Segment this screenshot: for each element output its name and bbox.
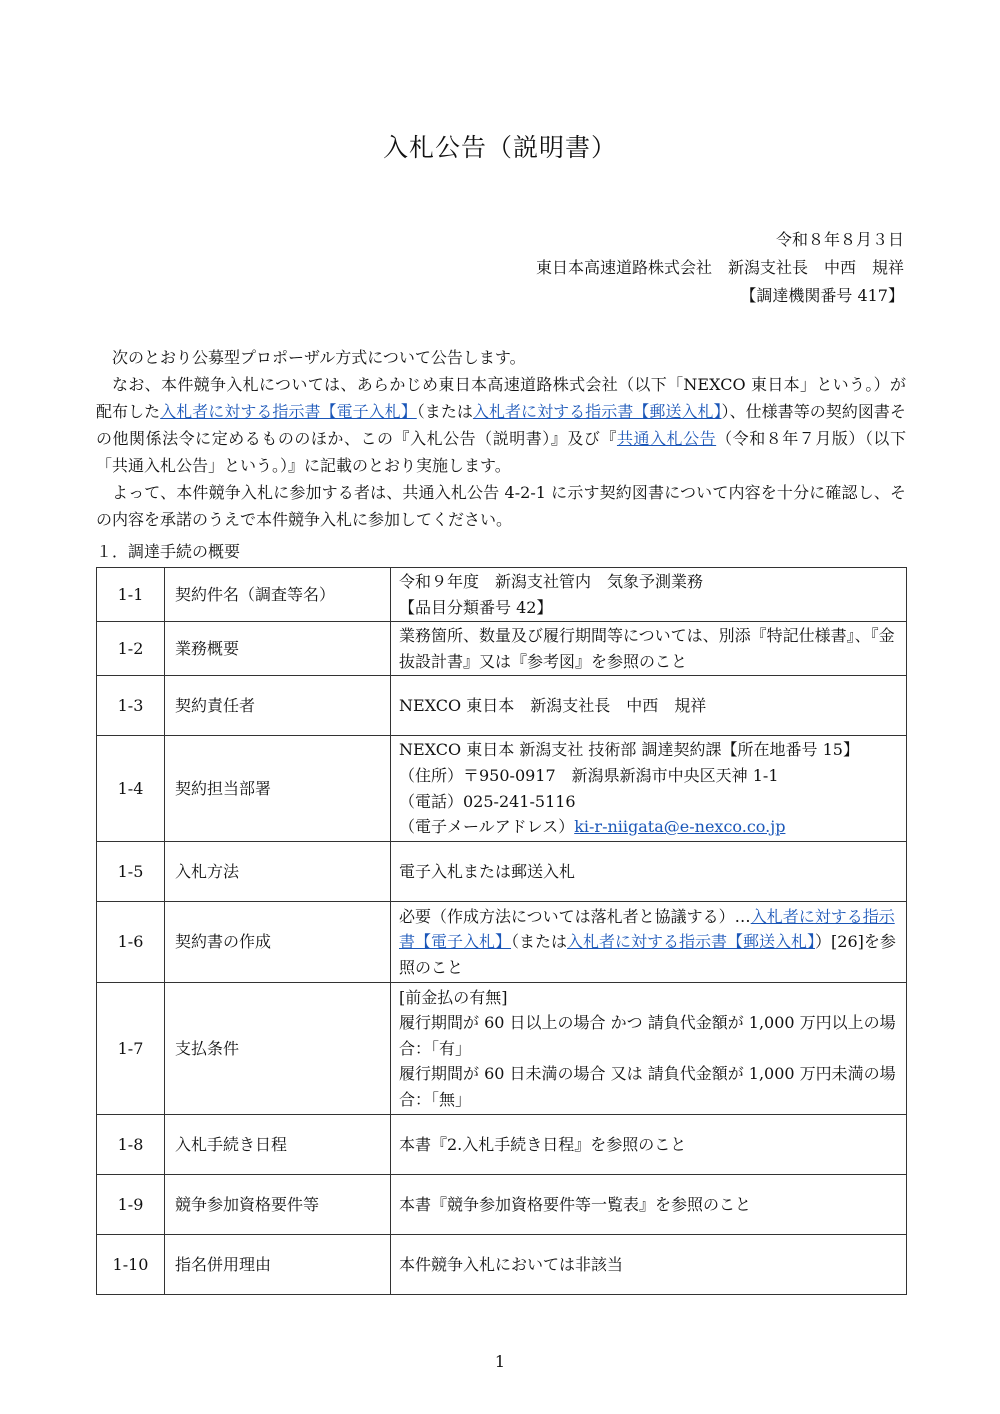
intro-paragraph-1: 次のとおり公募型プロポーザル方式について公告します。 (112, 348, 526, 367)
procurement-outline-table (96, 567, 907, 1295)
row-content (391, 902, 907, 983)
row-number: 1-10 (97, 1235, 165, 1295)
row-content (391, 568, 907, 622)
row-item: 競争参加資格要件等 (165, 1175, 391, 1235)
row-content (391, 736, 907, 842)
instructions-electronic-link[interactable]: 入札者に対する指示書【電子入札】 (160, 402, 417, 421)
row-number: 1-9 (97, 1175, 165, 1235)
intro-text: なお、本件競争入札については、あらかじめ東日本高速道路株式会社（以下「NEXCO 東日本」という。）が配布した (96, 375, 906, 421)
row-item: 業務概要 (165, 622, 391, 676)
table-row (97, 1235, 907, 1295)
table-row (97, 983, 907, 1115)
content-text: ）[26]を参照のこと (399, 932, 896, 977)
intro-paragraph-3: よって、本件競争入札に参加する者は、共通入札公告 4-2-1 に示す契約図書について内容を十分に確認し、その内容を承諾のうえで本件競争入札に参加してください。 (96, 483, 906, 529)
row-number: 1-1 (97, 568, 165, 622)
row-item: 契約書の作成 (165, 902, 391, 983)
content-line: （住所）〒950-0917 新潟県新潟市中央区天神 1-1 (399, 765, 779, 785)
row-item: 支払条件 (165, 983, 391, 1115)
instructions-postal-link[interactable]: 入札者に対する指示書【郵送入札】 (472, 402, 722, 421)
table-row (97, 568, 907, 622)
row-number: 1-3 (97, 676, 165, 736)
table-row (97, 842, 907, 902)
table-row (97, 1115, 907, 1175)
table-row (97, 736, 907, 842)
row-item: 入札方法 (165, 842, 391, 902)
row-number: 1-6 (97, 902, 165, 983)
instructions-postal-link[interactable]: 入札者に対する指示書【郵送入札】 (567, 932, 816, 952)
content-text: 必要（作成方法については落札者と協議する）… (399, 906, 751, 926)
page-number: 1 (494, 1352, 506, 1371)
email-link[interactable]: ki-r-niigata@e-nexco.co.jp (574, 817, 786, 837)
intro (96, 344, 906, 533)
row-content: NEXCO 東日本 新潟支社長 中西 規祥 (391, 676, 907, 736)
row-content (391, 983, 907, 1115)
row-content: 本書『2.入札手続き日程』を参照のこと (391, 1115, 907, 1175)
row-item: 契約担当部署 (165, 736, 391, 842)
table-row (97, 902, 907, 983)
row-number: 1-4 (97, 736, 165, 842)
row-number: 1-2 (97, 622, 165, 676)
section-heading: １．調達手続の概要 (96, 542, 241, 561)
issuer: 東日本高速道路株式会社 新潟支社長 中西 規祥 (535, 258, 904, 277)
agency-number: 【調達機関番号 417】 (740, 286, 904, 305)
content-line: [前金払の有無] (399, 987, 508, 1007)
document-title: 入札公告（説明書） (382, 133, 617, 162)
content-line: （電話）025-241-5116 (399, 791, 576, 811)
intro-text: ）、仕様書等の契約図書その他関係法令に定めるもののほか、この『入札公告（説明書）』及び『 (96, 402, 906, 448)
row-number: 1-5 (97, 842, 165, 902)
row-content: 電子入札または郵送入札 (391, 842, 907, 902)
content-line: NEXCO 東日本 新潟支社 技術部 調達契約課【所在地番号 15】 (399, 740, 859, 760)
instructions-electronic-link[interactable]: 入札者に対する指示書【電子入札】 (399, 906, 895, 952)
table-row (97, 622, 907, 676)
row-content: 本書『競争参加資格要件等一覧表』を参照のこと (391, 1175, 907, 1235)
intro-text: （令和８年７月版）（以下「共通入札公告」という。）』に記載のとおり実施します。 (96, 429, 906, 475)
row-number: 1-8 (97, 1115, 165, 1175)
intro-text: （または (416, 402, 473, 421)
row-number: 1-7 (97, 983, 165, 1115)
common-notice-link[interactable]: 共通入札公告 (616, 429, 717, 448)
intro-paragraph-2 (96, 371, 906, 479)
content-line: 【品目分類番号 42】 (399, 597, 553, 617)
content-line: 履行期間が 60 日以上の場合 かつ 請負代金額が 1,000 万円以上の場合：「有」 (399, 1013, 896, 1058)
content-line: 令和９年度 新潟支社管内 気象予測業務 (399, 571, 704, 591)
table-row (97, 676, 907, 736)
row-content: 本件競争入札においては非該当 (391, 1235, 907, 1295)
row-item: 契約件名（調査等名） (165, 568, 391, 622)
row-item: 指名併用理由 (165, 1235, 391, 1295)
content-line: 履行期間が 60 日未満の場合 又は 請負代金額が 1,000 万円未満の場合：「無」 (399, 1064, 896, 1109)
row-content: 業務箇所、数量及び履行期間等については、別添『特記仕様書』、『金抜設計書』又は『参考図』を参照のこと (391, 622, 907, 676)
content-text: （または (511, 932, 568, 952)
row-item: 契約責任者 (165, 676, 391, 736)
email-label: （電子メールアドレス） (399, 817, 575, 837)
issue-date: 令和８年８月３日 (775, 230, 904, 249)
content-line (399, 814, 898, 840)
table-row (97, 1175, 907, 1235)
row-item: 入札手続き日程 (165, 1115, 391, 1175)
